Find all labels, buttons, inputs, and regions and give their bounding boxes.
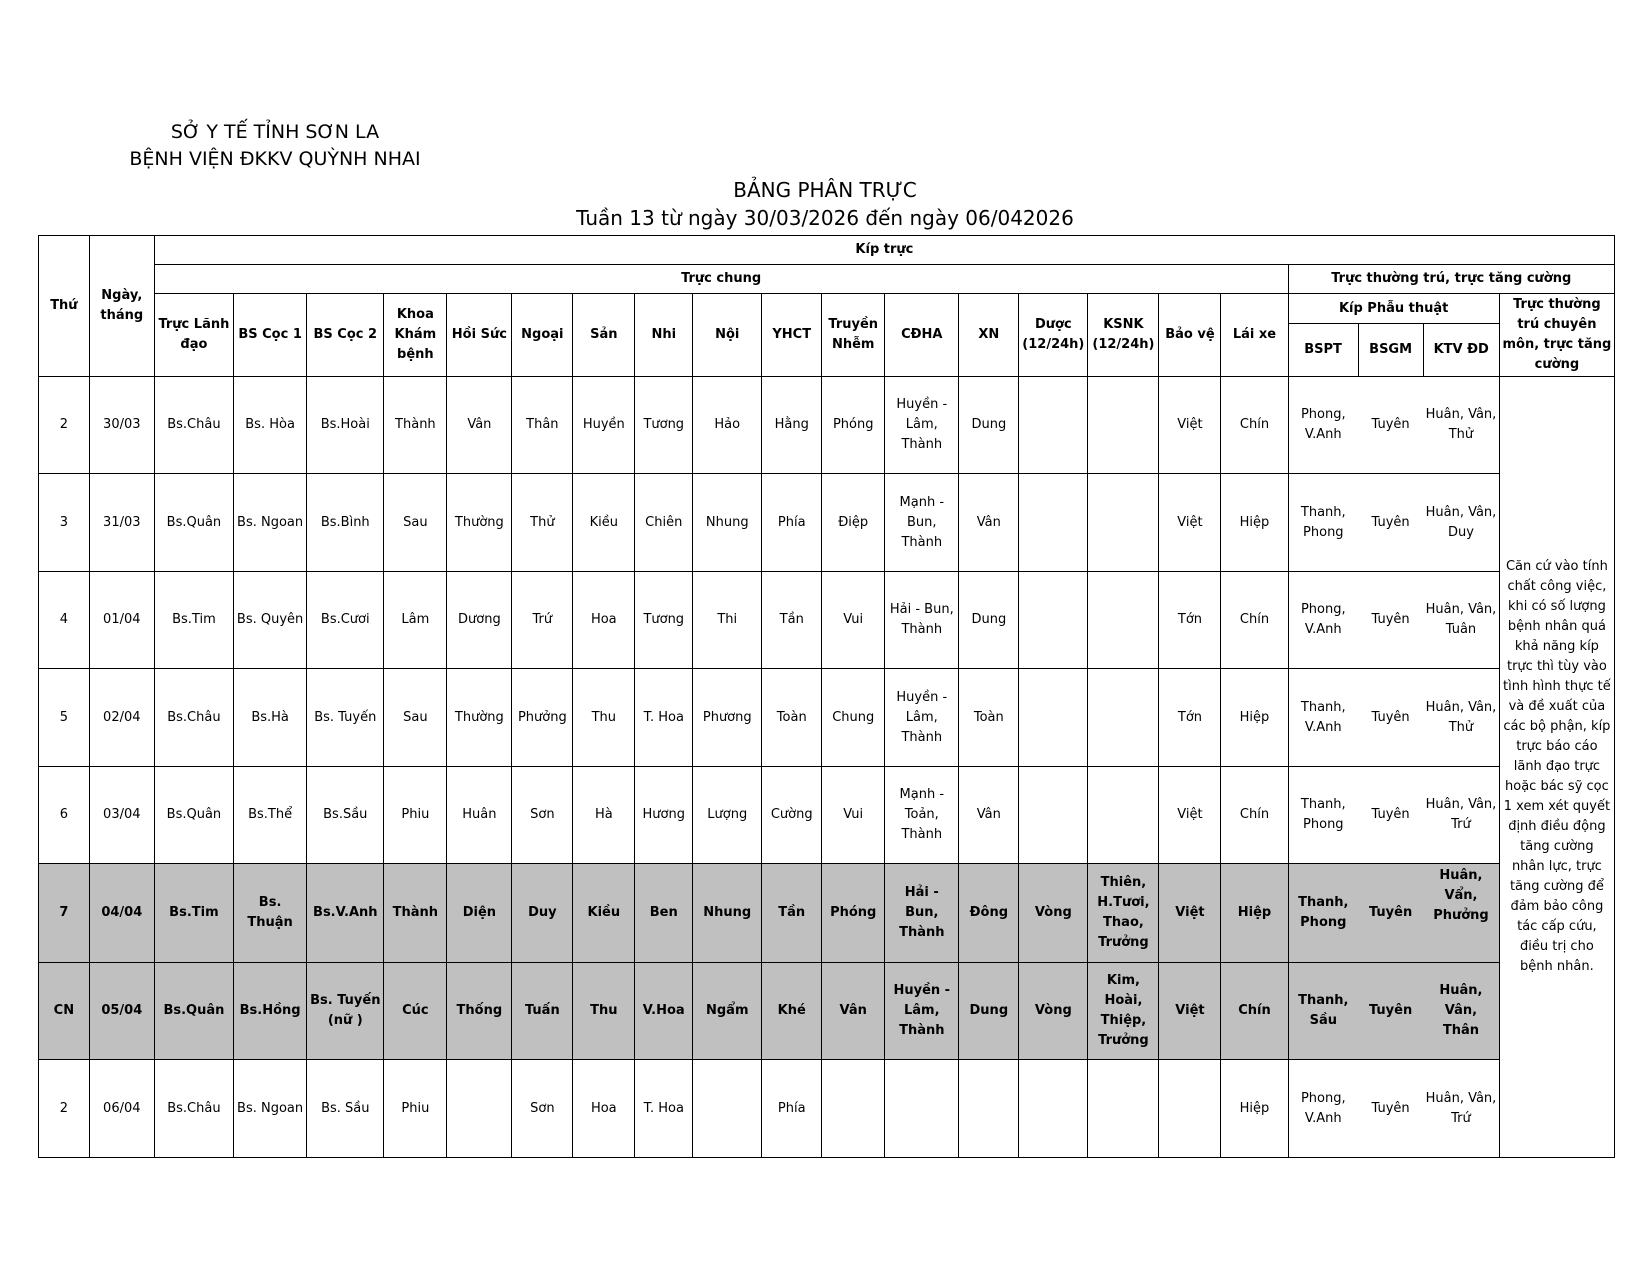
table-row xyxy=(39,1060,1615,1158)
cell-bsgm: Tuyên xyxy=(1358,1060,1423,1158)
cell-ktv: Huân, Vân, Thân xyxy=(1423,962,1499,1059)
cell-hoi-suc: Thường xyxy=(447,474,512,571)
cell-cdha: Huyền - Lâm, Thành xyxy=(885,377,959,474)
cell-coc2: Bs. Tuyến (nữ ) xyxy=(307,962,384,1059)
cell-bsgm: Tuyên xyxy=(1358,571,1423,668)
cell-ngay: 31/03 xyxy=(89,474,154,571)
page-title: BẢNG PHÂN TRỰC xyxy=(733,178,917,202)
cell-bao-ve xyxy=(1159,1060,1221,1158)
cell-noi xyxy=(693,1060,762,1158)
cell-coc2: Bs.Bình xyxy=(307,474,384,571)
cell-kham: Sau xyxy=(384,474,447,571)
cell-yhct: Khé xyxy=(762,962,822,1059)
cell-tn: Phóng xyxy=(822,864,885,963)
col-yhct: YHCT xyxy=(762,294,822,377)
cell-tn: Vui xyxy=(822,571,885,668)
cell-ngay: 04/04 xyxy=(89,864,154,963)
cell-ngay: 01/04 xyxy=(89,571,154,668)
col-ktv: KTV ĐD xyxy=(1423,324,1499,377)
cell-lai-xe: Chín xyxy=(1221,571,1288,668)
cell-xn: Vân xyxy=(959,474,1019,571)
cell-bao-ve: Tớn xyxy=(1159,571,1221,668)
cell-ksnk xyxy=(1088,766,1159,863)
cell-bspt: Thanh, Phong xyxy=(1288,474,1358,571)
cell-ngoai: Duy xyxy=(512,864,573,963)
page-subtitle: Tuần 13 từ ngày 30/03/2026 đến ngày 06/042026 xyxy=(576,206,1074,230)
cell-xn: Vân xyxy=(959,766,1019,863)
cell-lanh-dao: Bs.Quân xyxy=(154,962,233,1059)
col-hoi-suc: Hồi Sức xyxy=(447,294,512,377)
cell-kham: Thành xyxy=(384,377,447,474)
col-group-kip-truc: Kíp trực xyxy=(154,236,1614,265)
cell-duoc xyxy=(1019,377,1088,474)
cell-bspt: Thanh, V.Anh xyxy=(1288,669,1358,766)
cell-yhct: Phía xyxy=(762,474,822,571)
cell-noi: Nhung xyxy=(693,864,762,963)
org-hospital: BỆNH VIỆN ĐKKV QUỲNH NHAI xyxy=(129,148,421,170)
col-duoc: Dược (12/24h) xyxy=(1019,294,1088,377)
table-row xyxy=(39,377,1615,474)
cell-duoc xyxy=(1019,474,1088,571)
col-ngoai: Ngoại xyxy=(512,294,573,377)
cell-coc1: Bs. Hòa xyxy=(234,377,307,474)
cell-ktv: Huân, Vân, Trứ xyxy=(1423,766,1499,863)
cell-nhi: Tương xyxy=(635,571,693,668)
cell-noi: Nhung xyxy=(693,474,762,571)
cell-thu: CN xyxy=(39,962,90,1059)
cell-coc2: Bs. Sầu xyxy=(307,1060,384,1158)
cell-tn: Điệp xyxy=(822,474,885,571)
cell-xn: Dung xyxy=(959,571,1019,668)
cell-hoi-suc: Thống xyxy=(447,962,512,1059)
table-row xyxy=(39,571,1615,668)
cell-lanh-dao: Bs.Châu xyxy=(154,377,233,474)
cell-thu: 5 xyxy=(39,669,90,766)
col-group-truc-thuong-tru: Trực thường trú, trực tăng cường xyxy=(1288,265,1615,294)
cell-kham: Lâm xyxy=(384,571,447,668)
col-ngay: Ngày, tháng xyxy=(89,236,154,377)
cell-cdha: Huyền - Lâm, Thành xyxy=(885,669,959,766)
col-cdha: CĐHA xyxy=(885,294,959,377)
cell-ktv: Huân, Vân, Thử xyxy=(1423,377,1499,474)
cell-bao-ve: Việt xyxy=(1159,864,1221,963)
cell-duoc: Vòng xyxy=(1019,864,1088,963)
cell-tn xyxy=(822,1060,885,1158)
cell-bspt: Phong, V.Anh xyxy=(1288,377,1358,474)
cell-bsgm: Tuyên xyxy=(1358,669,1423,766)
col-ksnk: KSNK (12/24h) xyxy=(1088,294,1159,377)
cell-ngoai: Phưởng xyxy=(512,669,573,766)
col-group-kip-phau-thuat: Kíp Phẫu thuật xyxy=(1288,294,1499,324)
cell-bspt: Thanh, Phong xyxy=(1288,766,1358,863)
cell-bsgm: Tuyên xyxy=(1358,962,1423,1059)
cell-kham: Thành xyxy=(384,864,447,963)
cell-ksnk xyxy=(1088,1060,1159,1158)
cell-noi: Ngẩm xyxy=(693,962,762,1059)
col-truyen-nhiem: Truyền Nhễm xyxy=(822,294,885,377)
cell-ksnk xyxy=(1088,669,1159,766)
cell-xn: Toàn xyxy=(959,669,1019,766)
cell-xn xyxy=(959,1060,1019,1158)
cell-yhct: Phía xyxy=(762,1060,822,1158)
table-row xyxy=(39,766,1615,863)
cell-hoi-suc: Vân xyxy=(447,377,512,474)
cell-ksnk xyxy=(1088,377,1159,474)
cell-ksnk xyxy=(1088,474,1159,571)
col-group-truc-chung: Trực chung xyxy=(154,265,1288,294)
cell-duoc xyxy=(1019,669,1088,766)
col-khoa-kham: Khoa Khám bệnh xyxy=(384,294,447,377)
cell-coc1: Bs.Thể xyxy=(234,766,307,863)
cell-ngay: 30/03 xyxy=(89,377,154,474)
cell-xn: Dung xyxy=(959,962,1019,1059)
cell-thu: 2 xyxy=(39,377,90,474)
cell-yhct: Tần xyxy=(762,571,822,668)
col-noi: Nội xyxy=(693,294,762,377)
cell-tn: Phóng xyxy=(822,377,885,474)
cell-san: Hà xyxy=(573,766,635,863)
cell-ktv: Huân, Vân, Thử xyxy=(1423,669,1499,766)
cell-noi: Thi xyxy=(693,571,762,668)
cell-bao-ve: Việt xyxy=(1159,474,1221,571)
cell-san: Huyền xyxy=(573,377,635,474)
cell-hoi-suc: Dương xyxy=(447,571,512,668)
col-san: Sản xyxy=(573,294,635,377)
cell-thu: 7 xyxy=(39,864,90,963)
cell-bao-ve: Việt xyxy=(1159,377,1221,474)
cell-bspt: Phong, V.Anh xyxy=(1288,1060,1358,1158)
cell-xn: Dung xyxy=(959,377,1019,474)
cell-san: Hoa xyxy=(573,1060,635,1158)
cell-coc2: Bs.Hoài xyxy=(307,377,384,474)
cell-cdha: Mạnh - Toản, Thành xyxy=(885,766,959,863)
col-thu: Thứ xyxy=(39,236,90,377)
cell-ksnk: Thiên, H.Tươi, Thao, Trưởng xyxy=(1088,864,1159,963)
cell-yhct: Cường xyxy=(762,766,822,863)
note-cell: Căn cứ vào tính chất công việc, khi có số lượng bệnh nhân quá khả năng kíp trực thì tùy vào tình hình thực tế và đề xuất của các bộ phận, kíp trực báo cáo lãnh đạo trực hoặc bác sỹ cọc 1 xem xét quyết định điều động tăng cường nhân lực, trực tăng cường để đảm bảo công tác cấp cứu, điều trị cho bệnh nhân. xyxy=(1499,377,1614,1158)
cell-noi: Lượng xyxy=(693,766,762,863)
cell-ksnk: Kim, Hoài, Thiệp, Trưởng xyxy=(1088,962,1159,1059)
cell-bsgm: Tuyên xyxy=(1358,864,1423,963)
col-lai-xe: Lái xe xyxy=(1221,294,1288,377)
cell-noi: Phương xyxy=(693,669,762,766)
cell-ksnk xyxy=(1088,571,1159,668)
cell-cdha: Hải - Bun, Thành xyxy=(885,864,959,963)
cell-nhi: V.Hoa xyxy=(635,962,693,1059)
cell-duoc: Vòng xyxy=(1019,962,1088,1059)
cell-lanh-dao: Bs.Châu xyxy=(154,669,233,766)
col-nhi: Nhi xyxy=(635,294,693,377)
cell-coc1: Bs.Hồng xyxy=(234,962,307,1059)
cell-ngay: 06/04 xyxy=(89,1060,154,1158)
col-bspt: BSPT xyxy=(1288,324,1358,377)
cell-ktv: Huân, Vân, Tuân xyxy=(1423,571,1499,668)
cell-tn: Vân xyxy=(822,962,885,1059)
cell-lanh-dao: Bs.Châu xyxy=(154,1060,233,1158)
duty-schedule-table xyxy=(38,235,1615,1158)
org-department: SỞ Y TẾ TỈNH SƠN LA xyxy=(170,121,380,143)
cell-kham: Sau xyxy=(384,669,447,766)
table-row xyxy=(39,669,1615,766)
cell-cdha: Hải - Bun, Thành xyxy=(885,571,959,668)
cell-san: Kiều xyxy=(573,864,635,963)
cell-nhi: Hương xyxy=(635,766,693,863)
cell-duoc xyxy=(1019,1060,1088,1158)
cell-coc2: Bs.Cươi xyxy=(307,571,384,668)
cell-nhi: T. Hoa xyxy=(635,1060,693,1158)
cell-kham: Phiu xyxy=(384,1060,447,1158)
cell-coc1: Bs.Hà xyxy=(234,669,307,766)
table-row xyxy=(39,864,1615,963)
col-bsgm: BSGM xyxy=(1358,324,1423,377)
cell-cdha xyxy=(885,1060,959,1158)
cell-coc1: Bs. Ngoan xyxy=(234,1060,307,1158)
cell-nhi: Ben xyxy=(635,864,693,963)
cell-coc2: Bs.V.Anh xyxy=(307,864,384,963)
cell-bsgm: Tuyên xyxy=(1358,766,1423,863)
cell-coc2: Bs. Tuyến xyxy=(307,669,384,766)
cell-tn: Chung xyxy=(822,669,885,766)
cell-coc1: Bs. Thuận xyxy=(234,864,307,963)
cell-hoi-suc: Thường xyxy=(447,669,512,766)
cell-bao-ve: Việt xyxy=(1159,962,1221,1059)
cell-nhi: Tương xyxy=(635,377,693,474)
cell-lai-xe: Hiệp xyxy=(1221,474,1288,571)
cell-ngoai: Thân xyxy=(512,377,573,474)
cell-san: Thu xyxy=(573,669,635,766)
cell-lanh-dao: Bs.Quân xyxy=(154,474,233,571)
col-bs-coc1: BS Cọc 1 xyxy=(234,294,307,377)
cell-kham: Cúc xyxy=(384,962,447,1059)
cell-hoi-suc: Diện xyxy=(447,864,512,963)
table-row xyxy=(39,474,1615,571)
cell-san: Kiều xyxy=(573,474,635,571)
cell-duoc xyxy=(1019,766,1088,863)
cell-bsgm: Tuyên xyxy=(1358,377,1423,474)
cell-lai-xe: Hiệp xyxy=(1221,864,1288,963)
cell-ngoai: Thử xyxy=(512,474,573,571)
cell-cdha: Mạnh - Bun, Thành xyxy=(885,474,959,571)
col-truc-thuong-tru-cm: Trực thường trú chuyên môn, trực tăng cường xyxy=(1499,294,1614,377)
cell-bspt: Phong, V.Anh xyxy=(1288,571,1358,668)
cell-coc2: Bs.Sầu xyxy=(307,766,384,863)
cell-coc1: Bs. Quyên xyxy=(234,571,307,668)
cell-duoc xyxy=(1019,571,1088,668)
cell-thu: 3 xyxy=(39,474,90,571)
cell-lanh-dao: Bs.Quân xyxy=(154,766,233,863)
cell-lai-xe: Chín xyxy=(1221,766,1288,863)
cell-ngoai: Trứ xyxy=(512,571,573,668)
cell-nhi: T. Hoa xyxy=(635,669,693,766)
cell-coc1: Bs. Ngoan xyxy=(234,474,307,571)
cell-xn: Đông xyxy=(959,864,1019,963)
cell-yhct: Tần xyxy=(762,864,822,963)
cell-nhi: Chiên xyxy=(635,474,693,571)
cell-thu: 4 xyxy=(39,571,90,668)
cell-ngoai: Sơn xyxy=(512,766,573,863)
cell-ngay: 02/04 xyxy=(89,669,154,766)
col-xn: XN xyxy=(959,294,1019,377)
cell-kham: Phiu xyxy=(384,766,447,863)
col-truc-lanh-dao: Trực Lãnh đạo xyxy=(154,294,233,377)
cell-san: Thu xyxy=(573,962,635,1059)
col-bao-ve: Bảo vệ xyxy=(1159,294,1221,377)
cell-lai-xe: Hiệp xyxy=(1221,1060,1288,1158)
cell-ngoai: Tuấn xyxy=(512,962,573,1059)
cell-ngay: 03/04 xyxy=(89,766,154,863)
cell-yhct: Toàn xyxy=(762,669,822,766)
cell-thu: 2 xyxy=(39,1060,90,1158)
cell-noi: Hảo xyxy=(693,377,762,474)
cell-ngay: 05/04 xyxy=(89,962,154,1059)
cell-bsgm: Tuyên xyxy=(1358,474,1423,571)
cell-cdha: Huyền - Lâm, Thành xyxy=(885,962,959,1059)
table-row xyxy=(39,962,1615,1059)
cell-ngoai: Sơn xyxy=(512,1060,573,1158)
cell-bao-ve: Tớn xyxy=(1159,669,1221,766)
cell-lanh-dao: Bs.Tim xyxy=(154,571,233,668)
cell-san: Hoa xyxy=(573,571,635,668)
cell-ktv: Huân, Vân, Trứ xyxy=(1423,1060,1499,1158)
cell-tn: Vui xyxy=(822,766,885,863)
cell-ktv: Huân, Vân, Duy xyxy=(1423,474,1499,571)
cell-lai-xe: Chín xyxy=(1221,962,1288,1059)
cell-yhct: Hằng xyxy=(762,377,822,474)
cell-hoi-suc: Huân xyxy=(447,766,512,863)
cell-bspt: Thanh, Phong xyxy=(1288,864,1358,963)
cell-ktv: Huân, Vẩn, Phưởng xyxy=(1423,864,1499,963)
cell-thu: 6 xyxy=(39,766,90,863)
cell-lai-xe: Hiệp xyxy=(1221,669,1288,766)
col-bs-coc2: BS Cọc 2 xyxy=(307,294,384,377)
cell-bao-ve: Việt xyxy=(1159,766,1221,863)
cell-bspt: Thanh, Sầu xyxy=(1288,962,1358,1059)
cell-hoi-suc xyxy=(447,1060,512,1158)
cell-lanh-dao: Bs.Tim xyxy=(154,864,233,963)
cell-lai-xe: Chín xyxy=(1221,377,1288,474)
